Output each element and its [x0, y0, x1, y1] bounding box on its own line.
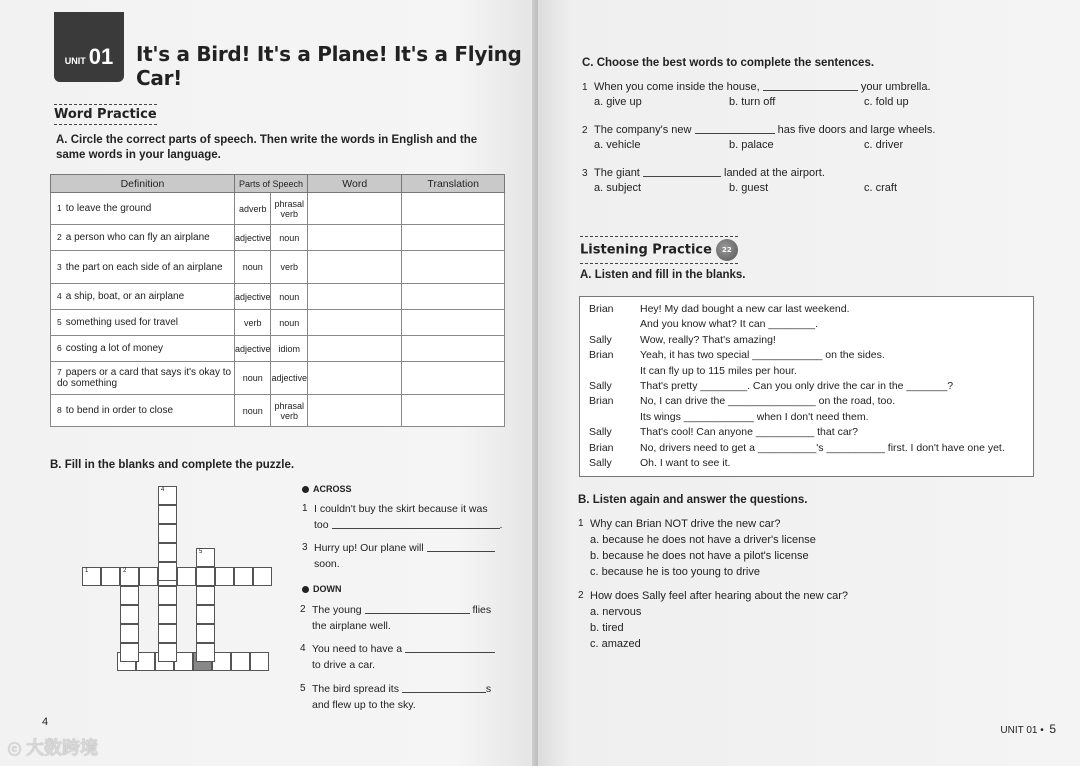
- definitions-table: [50, 174, 505, 427]
- speaker-name: Brian: [589, 441, 614, 454]
- answer-option[interactable]: a. vehicle: [594, 139, 641, 151]
- answer-blank[interactable]: [405, 642, 495, 653]
- crossword-cell[interactable]: [101, 567, 120, 586]
- definition-cell: 3 the part on each side of an airplane: [51, 251, 235, 284]
- dialog-line: And you know what? It can ________.: [640, 318, 819, 331]
- header-parts-of-speech: Parts of Speech: [234, 175, 307, 193]
- translation-answer-cell[interactable]: [402, 362, 505, 395]
- page-number-right: 5: [1049, 722, 1056, 736]
- crossword-cell[interactable]: [196, 643, 215, 662]
- speaker-name: Brian: [589, 395, 614, 408]
- answer-option[interactable]: c. amazed: [590, 638, 641, 650]
- answer-option[interactable]: c. craft: [864, 182, 898, 194]
- crossword-cell[interactable]: [120, 643, 139, 662]
- answer-option[interactable]: b. guest: [729, 182, 769, 194]
- crossword-cell[interactable]: [120, 605, 139, 624]
- answer-blank[interactable]: [402, 682, 486, 693]
- crossword-cell[interactable]: [158, 624, 177, 643]
- answer-option[interactable]: b. tired: [590, 622, 624, 634]
- definition-cell: 5 something used for travel: [51, 310, 235, 336]
- translation-answer-cell[interactable]: [402, 225, 505, 251]
- crossword-cell[interactable]: 1: [82, 567, 101, 586]
- page-footer: UNIT 01 • 5: [1000, 722, 1056, 736]
- bullet-icon: [302, 486, 309, 493]
- crossword-cell[interactable]: 4: [158, 486, 177, 505]
- definition-cell: 8 to bend in order to close: [51, 395, 235, 427]
- instruction-a: A. Circle the correct parts of speech. Then write the words in English and the same words in your language.: [56, 134, 478, 161]
- instruction-listen-b: B. Listen again and answer the questions.: [578, 494, 808, 506]
- table-row: [51, 225, 505, 251]
- answer-option[interactable]: b. palace: [729, 139, 774, 151]
- crossword-cell[interactable]: [196, 605, 215, 624]
- table-row: [51, 251, 505, 284]
- word-answer-cell[interactable]: [308, 336, 402, 362]
- speaker-name: Brian: [589, 303, 614, 315]
- dialog-line: That's cool! Can anyone __________ that car?: [640, 426, 858, 439]
- table-row: [51, 395, 505, 427]
- down-heading: DOWN: [302, 584, 342, 594]
- listening-practice-heading: Listening Practice 22: [580, 236, 738, 264]
- unit-label: UNIT: [64, 56, 86, 66]
- word-answer-cell[interactable]: [308, 362, 402, 395]
- header-definition: Definition: [51, 175, 235, 193]
- part-of-speech-option[interactable]: verb: [234, 310, 271, 336]
- crossword-cell[interactable]: [158, 524, 177, 543]
- crossword-cell[interactable]: 2: [120, 567, 139, 586]
- option-list: [594, 139, 999, 151]
- table-row: [51, 284, 505, 310]
- answer-blank[interactable]: [365, 603, 470, 614]
- crossword-cell[interactable]: [158, 643, 177, 662]
- part-of-speech-option[interactable]: noun: [234, 251, 271, 284]
- option-list: [594, 96, 999, 108]
- header-translation: Translation: [402, 175, 505, 193]
- question-c-1: 1 When you come inside the house, your umbrella.: [582, 81, 931, 93]
- word-answer-cell[interactable]: [308, 284, 402, 310]
- dialog-line: Wow, really? That's amazing!: [640, 333, 776, 346]
- clue-across-3: 3 Hurry up! Our plane will soon.: [314, 540, 509, 572]
- dialog-line: That's pretty ________. Can you only drive the car in the _______?: [640, 380, 954, 392]
- answer-option[interactable]: c. driver: [864, 139, 904, 151]
- page-title: It's a Bird! It's a Plane! It's a Flying Car!: [136, 42, 522, 90]
- word-answer-cell[interactable]: [308, 395, 402, 427]
- crossword-cell[interactable]: [158, 586, 177, 605]
- answer-blank[interactable]: [695, 123, 775, 134]
- clue-across-1: 1 I couldn't buy the skirt because it was too .: [302, 503, 503, 531]
- word-answer-cell[interactable]: [308, 310, 402, 336]
- part-of-speech-option[interactable]: adjective: [234, 225, 271, 251]
- crossword-cell[interactable]: [250, 652, 269, 671]
- unit-number: 01: [88, 44, 114, 69]
- answer-option[interactable]: b. turn off: [729, 96, 776, 108]
- part-of-speech-option[interactable]: phrasal verb: [271, 193, 308, 225]
- dialog-line: It can fly up to 115 miles per hour.: [640, 364, 797, 377]
- unit-tab: [54, 12, 124, 82]
- crossword-cell[interactable]: [177, 567, 196, 586]
- part-of-speech-option[interactable]: adjective: [271, 362, 308, 395]
- translation-answer-cell[interactable]: [402, 251, 505, 284]
- answer-blank[interactable]: [332, 518, 500, 529]
- crossword-cell[interactable]: [253, 567, 272, 586]
- crossword-cell[interactable]: [215, 567, 234, 586]
- question-c-2: 2 The company's new has five doors and large wheels.: [582, 124, 936, 136]
- part-of-speech-option[interactable]: adjective: [234, 284, 271, 310]
- page-number-left: 4: [42, 716, 49, 728]
- table-row: [51, 193, 505, 225]
- instruction-listen-a: A. Listen and fill in the blanks.: [580, 269, 746, 281]
- dialog-line: Yeah, it has two special ____________ on the sides.: [640, 349, 885, 362]
- crossword-cell[interactable]: 5: [196, 548, 215, 567]
- answer-option[interactable]: c. because he is too young to drive: [590, 566, 760, 578]
- definition-cell: 6 costing a lot of money: [51, 336, 235, 362]
- instruction-b: B. Fill in the blanks and complete the puzzle.: [50, 459, 295, 471]
- part-of-speech-option[interactable]: adverb: [234, 193, 271, 225]
- table-row: [51, 362, 505, 395]
- clue-down-5: 5 The bird spread its s and flew up to the sky.: [300, 683, 492, 711]
- translation-answer-cell[interactable]: [402, 193, 505, 225]
- translation-answer-cell[interactable]: [402, 310, 505, 336]
- bleed-through-text: [966, 44, 1066, 84]
- part-of-speech-option[interactable]: noun: [271, 225, 308, 251]
- answer-option[interactable]: b. because he does not have a pilot's license: [590, 550, 809, 562]
- speaker-name: Sally: [589, 380, 612, 392]
- part-of-speech-option[interactable]: phrasal verb: [271, 395, 308, 427]
- word-answer-cell[interactable]: [308, 251, 402, 284]
- instruction-c: C. Choose the best words to complete the sentences.: [582, 57, 875, 69]
- dialog-line: No, drivers need to get a __________'s __________ first. I don't have one yet.: [640, 441, 1005, 454]
- dialog-line: Its wings ____________ when I don't need them.: [640, 410, 869, 423]
- crossword-cell[interactable]: [196, 567, 215, 586]
- definition-cell: 7 papers or a card that says it's okay to do something: [51, 362, 235, 395]
- crossword-cell[interactable]: [139, 567, 158, 586]
- word-answer-cell[interactable]: [308, 225, 402, 251]
- across-heading: ACROSS: [302, 484, 352, 494]
- speaker-name: Sally: [589, 333, 612, 346]
- crossword-cell[interactable]: [234, 567, 253, 586]
- crossword-cell[interactable]: [158, 543, 177, 562]
- crossword-cell[interactable]: [196, 586, 215, 605]
- dialog-line: No, I can drive the _______________ on the road, too.: [640, 395, 896, 408]
- speaker-name: Sally: [589, 426, 612, 439]
- translation-answer-cell[interactable]: [402, 336, 505, 362]
- answer-blank[interactable]: [427, 541, 495, 552]
- crossword-cell[interactable]: [120, 624, 139, 643]
- translation-answer-cell[interactable]: [402, 284, 505, 310]
- answer-option[interactable]: a. subject: [594, 182, 642, 194]
- question-b-2: 2 How does Sally feel after hearing about the new car? a. nervous b. tired c. amazed: [578, 590, 849, 650]
- answer-option[interactable]: a. nervous: [590, 606, 642, 618]
- definition-cell: 1 to leave the ground: [51, 193, 235, 225]
- crossword-cell[interactable]: [158, 505, 177, 524]
- part-of-speech-option[interactable]: noun: [271, 310, 308, 336]
- answer-option[interactable]: c. fold up: [864, 96, 909, 108]
- clue-down-2: 2 The young flies the airplane well.: [300, 604, 492, 632]
- crossword-cell[interactable]: [231, 652, 250, 671]
- table-row: [51, 336, 505, 362]
- word-practice-heading: Word Practice: [54, 104, 157, 125]
- crossword-cell[interactable]: [120, 586, 139, 605]
- answer-blank[interactable]: [763, 80, 858, 91]
- speaker-name: Brian: [589, 349, 614, 362]
- part-of-speech-option[interactable]: idiom: [271, 336, 308, 362]
- answer-option[interactable]: a. because he does not have a driver's license: [590, 534, 816, 546]
- bullet-icon: [302, 586, 309, 593]
- definition-cell: 2 a person who can fly an airplane: [51, 225, 235, 251]
- left-page: [0, 0, 538, 766]
- answer-option[interactable]: a. give up: [594, 96, 642, 108]
- dialog-box: [579, 296, 1034, 477]
- crossword-cell[interactable]: [196, 624, 215, 643]
- definition-cell: 4 a ship, boat, or an airplane: [51, 284, 235, 310]
- table-row: [51, 310, 505, 336]
- part-of-speech-option[interactable]: adjective: [234, 336, 271, 362]
- watermark-logo: ⓒ 大数跨境: [8, 738, 99, 758]
- dialog-line: Oh. I want to see it.: [640, 457, 731, 469]
- crossword-cell[interactable]: [158, 562, 177, 581]
- audio-track-icon[interactable]: 22: [716, 239, 738, 261]
- speaker-name: Sally: [589, 457, 612, 469]
- clue-down-4: 4 You need to have a to drive a car.: [312, 641, 512, 673]
- part-of-speech-option[interactable]: noun: [234, 395, 271, 427]
- question-b-1: 1 Why can Brian NOT drive the new car? a. because he does not have a driver's license b. because he does not have a pilot's license c. because he is too young to drive: [578, 518, 816, 578]
- option-list: [594, 182, 999, 194]
- crossword-cell[interactable]: [158, 605, 177, 624]
- question-c-3: 3 The giant landed at the airport.: [582, 167, 825, 179]
- word-answer-cell[interactable]: [308, 193, 402, 225]
- part-of-speech-option[interactable]: noun: [234, 362, 271, 395]
- answer-blank[interactable]: [643, 166, 721, 177]
- part-of-speech-option[interactable]: noun: [271, 284, 308, 310]
- translation-answer-cell[interactable]: [402, 395, 505, 427]
- part-of-speech-option[interactable]: verb: [271, 251, 308, 284]
- header-word: Word: [308, 175, 402, 193]
- dialog-line: Hey! My dad bought a new car last weekend.: [640, 303, 850, 315]
